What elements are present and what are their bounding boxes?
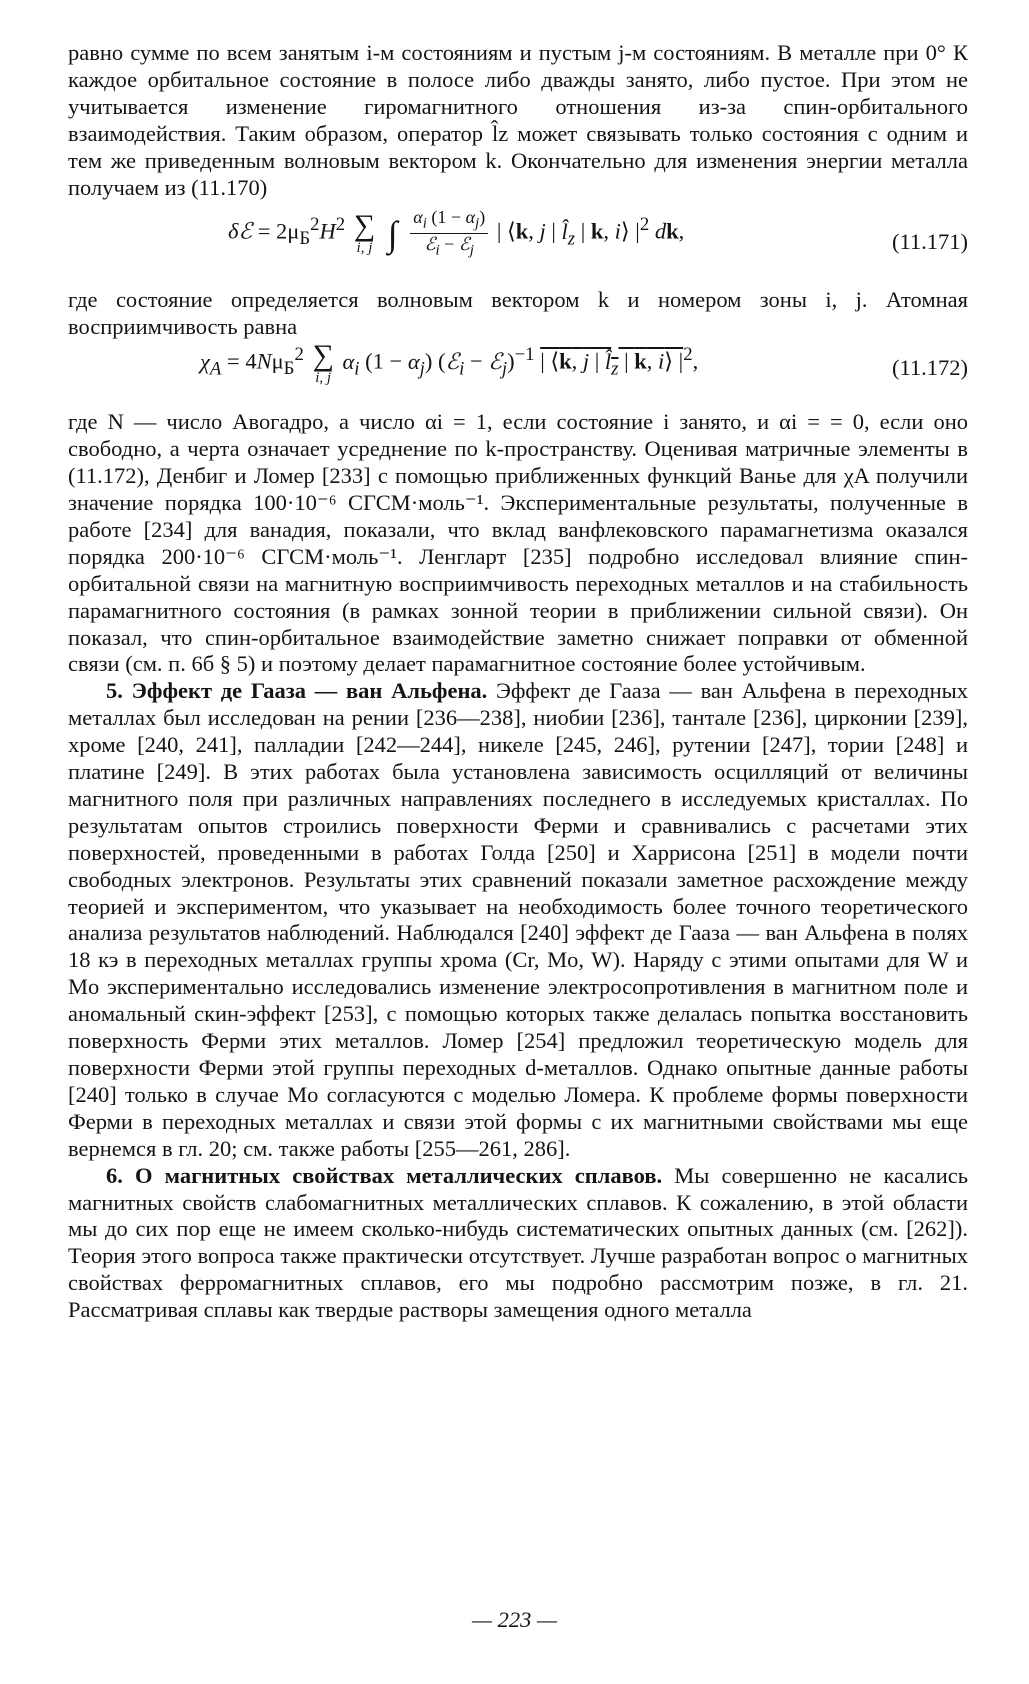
equation-11-172: [68, 341, 968, 405]
paragraph-state-definition: где состояние определяется волновым вектором k и номером зоны i, j. Атомная восприимчивость равна: [68, 287, 968, 340]
section-6: [68, 1163, 968, 1324]
equation-11-172-body: $\chi_A = 4N\mu_Б^2$ ∑ i, j $\alpha_i$ $(1 - \alpha_j)$ (ℰ$_i$ − ℰ$_j$)$^{-1}$ | ⟨k, j | $l̂_z$ | k, i⟩ $|^2$,: [200, 339, 699, 387]
equation-11-171-body: δℰ = $2\mu_Б^2H^2$ ∑ i, j ∫ $\frac{\alpha_i (1 - \alpha_j)}{ℰ_i - ℰ_j}$ | ⟨k, j | $l̂_z$ | k, i⟩ $|^2$ dk,: [228, 207, 685, 259]
section-5-text: Эффект де Гааза — ван Альфена в переходных металлах был исследован на рении [236—238], ниобии [236], тантале [236], цирконии [239], хроме [240, 241], палладии [242—244], никеле [245, 246], рутении [247], тории [248] и платине [249]. В этих работах была установлена зависимость осцилляций от величины магнитного поля при различных направлениях последнего в исследуемых кристаллах. По результатам опытов строились поверхности Ферми и сравнивались с расчетами этих поверхностей, проведенными в работах Голда [250] и Харрисона [251] в модели почти свободных электронов. Результаты этих сравнений показали заметное расхождение между теорией и экспериментом, что указывает на необходимость более точного теоретического анализа результатов наблюдений. Наблюдался [240] эффект де Гааза — ван Альфена в полях 18 кэ в переходных металлах группы хрома (Cr, Mo, W). Наряду с этими опытами для W и Mo экспериментально исследовались изменение электросопротивления в магнитном поле и аномальный скин-эффект [253], с помощью которых также делалась попытка восстановить поверхность Ферми этих металлов. Ломер [254] предложил теоретическую модель для поверхности Ферми этой группы переходных d-металлов. Однако опытные данные работы [240] только в случае Mo согласуются с моделью Ломера. К проблеме формы поверхности Ферми в переходных металлах и связи этой формы с их магнитными свойствами мы еще вернемся в гл. 20; см. также работы [255—261, 286].: [68, 678, 968, 1161]
equation-11-171: [68, 207, 968, 281]
section-5-heading: 5. Эффект де Гааза — ван Альфена.: [106, 678, 488, 704]
equation-11-172-number: (11.172): [891, 355, 968, 381]
section-5: [68, 678, 968, 1162]
section-6-text: Мы совершенно не касались магнитных свойств слабомагнитных металлических сплавов. К сожалению, в этой области мы до сих пор еще не имеем сколько-нибудь систематических опытных данных (см. [262]). Теория этого вопроса также практически отсутствует. Лучше разработан вопрос о магнитных свойствах ферромагнитных сплавов, его мы подробно рассмотрим позже, в гл. 21. Рассматривая сплавы как твердые растворы замещения одного металла: [68, 1162, 968, 1323]
paragraph-atomic-susceptibility: где N — число Авогадро, а число αi = 1, если состояние i занято, и αi = = 0, если оно свободно, а черта означает усреднение по k-пространству. Оценивая матричные элементы в (11.172), Денбиг и Ломер [233] с помощью приближенных функций Ванье для χA получили значение порядка 100·10⁻⁶ СГСМ·моль⁻¹. Экспериментальные результаты, полученные в работе [234] для ванадия, показали, что вклад ванфлековского парамагнетизма оказался порядка 200·10⁻⁶ СГСМ·моль⁻¹. Ленгларт [235] подробно исследовал влияние спин-орбитальной связи на магнитную восприимчивость переходных металлов и на стабильность парамагнитного состояния (в рамках зонной теории в приближении сильной связи). Он показал, что спин-орбитальное взаимодействие заметно снижает поправки от обменной связи (см. п. 6б § 5) и поэтому делает парамагнитное состояние более устойчивым.: [68, 409, 968, 677]
equation-11-171-number: (11.171): [891, 229, 968, 255]
page-body: [68, 40, 968, 1324]
paragraph-intro: равно сумме по всем занятым i-м состояниям и пустым j-м состояниям. В металле при 0° К каждое орбитальное состояние в полосе либо дважды занято, либо пустое. При этом не учитывается изменение гиромагнитного отношения из-за спин-орбитального взаимодействия. Таким образом, оператор l̂z может связывать только состояния с одним и тем же приведенным волновым вектором k. Окончательно для изменения энергии металла получаем из (11.170): [68, 40, 968, 200]
page-number: — 223 —: [471, 1607, 557, 1632]
section-6-heading: 6. О магнитных свойствах металлических сплавов.: [106, 1162, 663, 1188]
